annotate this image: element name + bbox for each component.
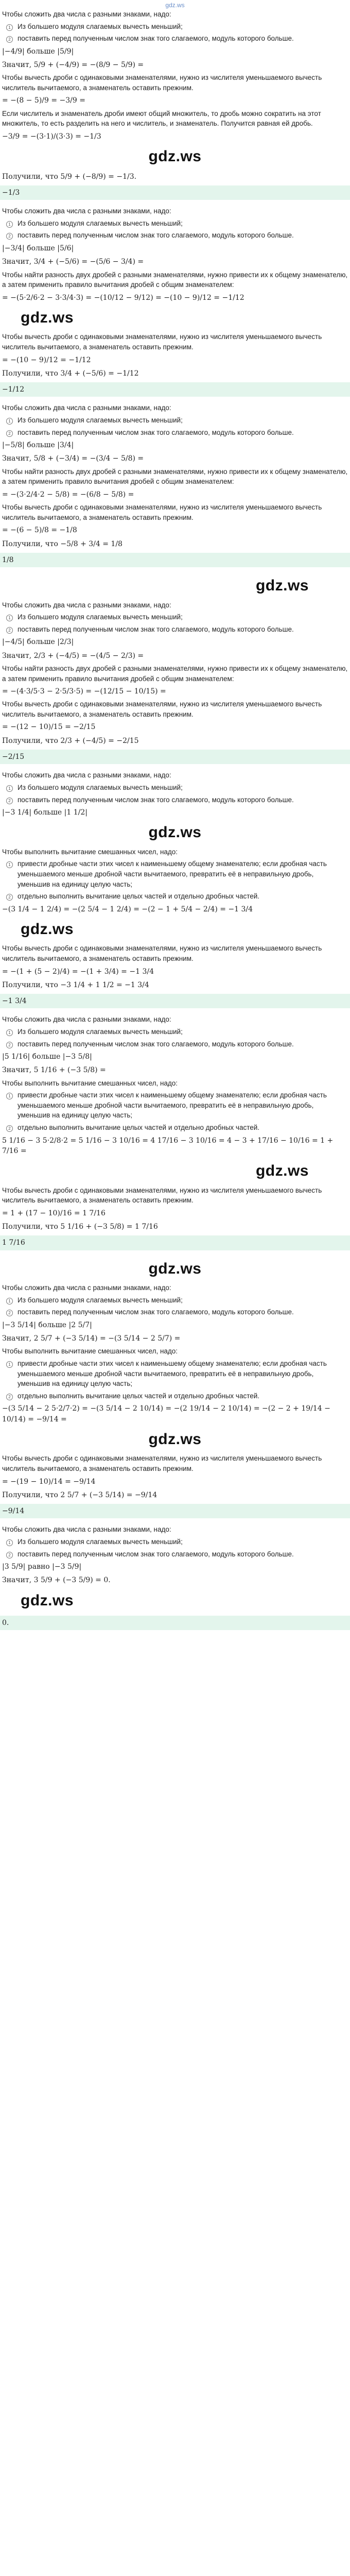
paragraph: Чтобы сложить два числа с разными знаками, надо: [2,10,171,18]
paragraph: Чтобы выполнить вычитание смешанных чисел, надо: [2,1347,178,1355]
rule-item [0,1358,350,1390]
rule-item [0,1294,350,1307]
math-expression: |3 5/9| равно |−3 5/9| [2,1563,82,1571]
watermark: gdz.ws [148,148,202,165]
watermark: gdz.ws [255,577,309,595]
answer-box: −2/15 [0,750,350,764]
math-expression: −3/9 = −(3·1)/(3·3) = −1/3 [2,132,101,141]
watermark: gdz.ws [21,920,74,938]
math-expression: |−4/9| больше |5/9| [2,47,74,56]
rule-item [0,794,350,806]
math-expression: Значит, 2/3 + (−4/5) = −(4/5 − 2/3) = [2,651,144,660]
item-text: Из большего модуля слагаемых вычесть меньший; [18,22,183,30]
watermark: gdz.ws [255,1162,309,1180]
math-expression: = −(1 + (5 − 2)/4) = −(1 + 3/4) = −1 3/4 [2,967,154,976]
math-expression: Значит, 2 5/7 + (−3 5/14) = −(3 5/14 − 2 5/7) = [2,1334,181,1343]
math-expression: Значит, 5/9 + (−4/9) = −(8/9 − 5/9) = [2,60,144,69]
rule-item [0,21,350,33]
paragraph: Чтобы сложить два числа с разными знаками, надо: [2,601,171,609]
rule-item [0,1122,350,1134]
math-expression: |−5/8| больше |3/4| [2,441,74,450]
math-expression: = −(6 − 5)/8 = −1/8 [2,526,77,535]
item-text: Из большего модуля слагаемых вычесть меньший; [18,219,183,227]
rule-item [0,1390,350,1402]
item-number: 2 [6,1125,13,1132]
paragraph: Чтобы вычесть дроби с одинаковыми знаменателями, нужно из числителя уменьшаемого вычесть числитель вычитаемого, а знаменатель оставить прежним. [2,700,322,718]
solution-content [0,8,350,1630]
paragraph: Чтобы сложить два числа с разными знаками, надо: [2,207,171,215]
rule-item [0,1548,350,1561]
math-expression: Получили, что −5/8 + 3/4 = 1/8 [2,539,122,548]
rule-item [0,427,350,439]
math-expression: |5 1/16| больше |−3 5/8| [2,1053,92,1061]
paragraph: Чтобы сложить два числа с разными знаками, надо: [2,1526,171,1534]
item-number: 2 [6,627,13,634]
watermark: gdz.ws [148,1430,202,1448]
paragraph: Чтобы сложить два числа с разными знаками, надо: [2,1015,171,1024]
answer-box: −1 3/4 [0,994,350,1008]
item-number: 1 [6,1298,13,1304]
item-number: 1 [6,1029,13,1036]
rule-item [0,1038,350,1050]
math-expression: |−3 5/14| больше |2 5/7| [2,1320,92,1329]
item-text: отдельно выполнить вычитание целых частей и отдельно дробных частей. [18,1392,260,1400]
item-number: 1 [6,221,13,228]
paragraph: Чтобы сложить два числа с разными знаками, надо: [2,404,171,412]
item-number: 2 [6,233,13,240]
item-number: 1 [6,1093,13,1099]
item-number: 1 [6,785,13,792]
math-expression: −(3 5/14 − 2 5·2/7·2) = −(3 5/14 − 2 10/14) = −(2 19/14 − 2 10/14) = −(2 − 2 + 19/14 − 10/14) = −9/14 = [2,1404,330,1423]
item-number: 2 [6,36,13,43]
math-expression: = −(19 − 10)/14 = −9/14 [2,1477,96,1486]
item-text: поставить перед полученным числом знак того слагаемого, модуль которого больше. [18,231,294,240]
item-number: 2 [6,430,13,437]
item-text: привести дробные части этих чисел к наименьшему общему знаменателю; если дробная часть уменьшаемого меньше дробной части вычитаемого, превратить её в неправильную дробь, уменьшив на единицу целую часть; [18,860,327,888]
item-number: 1 [6,861,13,868]
paragraph: Чтобы вычесть дроби с одинаковыми знаменателями, нужно из числителя уменьшаемого вычесть числитель вычитаемого, а знаменатель оставить прежним. [2,1454,322,1472]
math-expression: Получили, что 2/3 + (−4/5) = −2/15 [2,736,139,745]
rule-item [0,414,350,427]
item-number: 1 [6,615,13,621]
rule-item [0,1026,350,1038]
math-expression: −(3 1/4 − 1 2/4) = −(2 5/4 − 1 2/4) = −(2 − 1 + 5/4 − 2/4) = −1 3/4 [2,905,253,913]
paragraph: Чтобы найти разность двух дробей с разными знаменателями, нужно привести их к общему знаменателю, а затем применить правило вычитания дробей с общим знаменателем: [2,467,348,486]
item-text: Из большего модуля слагаемых вычесть меньший; [18,1028,183,1036]
item-number: 2 [6,1552,13,1558]
math-expression: = −(4·3/5·3 − 2·5/3·5) = −(12/15 − 10/15) = [2,687,166,696]
paragraph: Чтобы вычесть дроби с одинаковыми знаменателями, нужно из числителя уменьшаемого вычесть числитель вычитаемого, а знаменатель оставить прежним. [2,1186,322,1205]
item-number: 1 [6,24,13,31]
rule-item [0,1306,350,1318]
paragraph: Чтобы вычесть дроби с одинаковыми знаменателями, нужно из числителя уменьшаемого вычесть числитель вычитаемого, а знаменатель оставить прежним. [2,944,322,963]
paragraph: Если числитель и знаменатель дроби имеют общий множитель, то дробь можно сократить на этот множитель, то есть разделить на него и числитель, и знаменатель. Получится равная ей дробь. [2,109,321,128]
answer-box: 0. [0,1616,350,1630]
math-expression: Значит, 3/4 + (−5/6) = −(5/6 − 3/4) = [2,258,144,266]
paragraph: Чтобы вычесть дроби с одинаковыми знаменателями, нужно из числителя уменьшаемого вычесть числитель вычитаемого, а знаменатель оставить прежним. [2,503,322,521]
item-number: 2 [6,798,13,804]
math-expression: Значит, 3 5/9 + (−3 5/9) = 0. [2,1576,111,1585]
answer-box: 1/8 [0,553,350,567]
item-number: 1 [6,1539,13,1546]
math-expression: Получили, что 5/9 + (−8/9) = −1/3. [2,172,137,181]
paragraph: Чтобы найти разность двух дробей с разными знаменателями, нужно привести их к общему знаменателю, а затем применить правило вычитания дробей с общим знаменателем: [2,664,348,683]
paragraph: Чтобы сложить два числа с разными знаками, надо: [2,1284,171,1292]
item-number: 2 [6,894,13,901]
item-text: поставить перед полученным числом знак того слагаемого, модуль которого больше. [18,1550,294,1558]
paragraph: Чтобы найти разность двух дробей с разными знаменателями, нужно привести их к общему знаменателю, а затем применить правило вычитания дробей с общим знаменателем: [2,270,348,289]
math-expression: |−3/4| больше |5/6| [2,244,74,252]
math-expression: = −(3·2/4·2 − 5/8) = −(6/8 − 5/8) = [2,490,134,499]
math-expression: Получили, что 5 1/16 + (−3 5/8) = 1 7/16 [2,1223,158,1231]
watermark: gdz.ws [148,824,202,841]
site-title[interactable]: gdz.ws [165,2,185,9]
paragraph: Чтобы выполнить вычитание смешанных чисел, надо: [2,1079,178,1087]
math-expression: Получили, что 3/4 + (−5/6) = −1/12 [2,369,139,378]
math-expression: |−3 1/4| больше |1 1/2| [2,808,87,817]
item-text: поставить перед полученным числом знак того слагаемого, модуль которого больше. [18,1040,294,1048]
math-expression: Получили, что 2 5/7 + (−3 5/14) = −9/14 [2,1490,157,1499]
math-expression: |−4/5| больше |2/3| [2,638,74,647]
answer-box: −1/12 [0,382,350,397]
watermark: gdz.ws [148,1260,202,1277]
item-text: Из большего модуля слагаемых вычесть меньший; [18,416,183,424]
rule-item [0,611,350,623]
rule-item [0,32,350,45]
paragraph: Чтобы вычесть дроби с одинаковыми знаменателями, нужно из числителя уменьшаемого вычесть числитель вычитаемого, а знаменатель оставить прежним. [2,333,322,351]
answer-box: 1 7/16 [0,1235,350,1250]
item-text: Из большего модуля слагаемых вычесть меньший; [18,1296,183,1304]
math-expression: = 1 + (17 − 10)/16 = 1 7/16 [2,1209,106,1217]
item-number: 2 [6,1310,13,1316]
item-text: поставить перед полученным числом знак того слагаемого, модуль которого больше. [18,1308,294,1316]
math-expression: = −(5·2/6·2 − 3·3/4·3) = −(10/12 − 9/12) = −(10 − 9)/12 = −1/12 [2,293,244,302]
math-expression: Значит, 5 1/16 + (−3 5/8) = [2,1066,106,1075]
rule-item [0,782,350,794]
item-text: привести дробные части этих чисел к наименьшему общему знаменателю; если дробная часть уменьшаемого меньше дробной части вычитаемого, превратить её в неправильную дробь, уменьшив на единицу целую часть; [18,1360,327,1388]
item-text: привести дробные части этих чисел к наименьшему общему знаменателю; если дробная часть уменьшаемого меньше дробной части вычитаемого, превратить её в неправильную дробь, уменьшив на единицу целую часть; [18,1091,327,1120]
paragraph: Чтобы выполнить вычитание смешанных чисел, надо: [2,848,178,856]
item-text: поставить перед полученным числом знак того слагаемого, модуль которого больше. [18,795,294,804]
item-text: отдельно выполнить вычитание целых частей и отдельно дробных частей. [18,1124,260,1132]
math-expression: = −(8 − 5)/9 = −3/9 = [2,96,85,105]
item-text: отдельно выполнить вычитание целых частей и отдельно дробных частей. [18,892,260,901]
math-expression: = −(12 − 10)/15 = −2/15 [2,723,96,732]
item-text: Из большего модуля слагаемых вычесть меньший; [18,1537,183,1546]
paragraph: Чтобы сложить два числа с разными знаками, надо: [2,771,171,779]
item-number: 1 [6,418,13,425]
rule-item [0,623,350,636]
rule-item [0,217,350,230]
rule-item [0,890,350,903]
rule-item [0,229,350,242]
item-number: 1 [6,1361,13,1368]
answer-box: −9/14 [0,1504,350,1518]
rule-item [0,858,350,890]
math-expression: Значит, 5/8 + (−3/4) = −(3/4 − 5/8) = [2,454,144,463]
paragraph: Чтобы вычесть дроби с одинаковыми знаменателями, нужно из числителя уменьшаемого вычесть числитель вычитаемого, а знаменатель оставить прежним. [2,74,322,92]
item-text: Из большего модуля слагаемых вычесть меньший; [18,613,183,621]
rule-item [0,1536,350,1548]
watermark: gdz.ws [21,1591,74,1609]
answer-box: −1/3 [0,185,350,200]
item-text: поставить перед полученным числом знак того слагаемого, модуль которого больше. [18,625,294,633]
rule-item [0,1089,350,1122]
math-expression: 5 1/16 − 3 5·2/8·2 = 5 1/16 − 3 10/16 = 4 17/16 − 3 10/16 = 4 − 3 + 17/16 − 10/16 = 1 + 7/16 = [2,1136,334,1155]
math-expression: = −(10 − 9)/12 = −1/12 [2,355,91,364]
item-number: 2 [6,1042,13,1048]
item-text: Из большего модуля слагаемых вычесть меньший; [18,783,183,791]
watermark: gdz.ws [21,309,74,326]
math-expression: Получили, что −3 1/4 + 1 1/2 = −1 3/4 [2,980,149,989]
item-text: поставить перед полученным числом знак того слагаемого, модуль которого больше. [18,428,294,436]
item-number: 2 [6,1394,13,1400]
item-text: поставить перед полученным числом знак того слагаемого, модуль которого больше. [18,35,294,43]
